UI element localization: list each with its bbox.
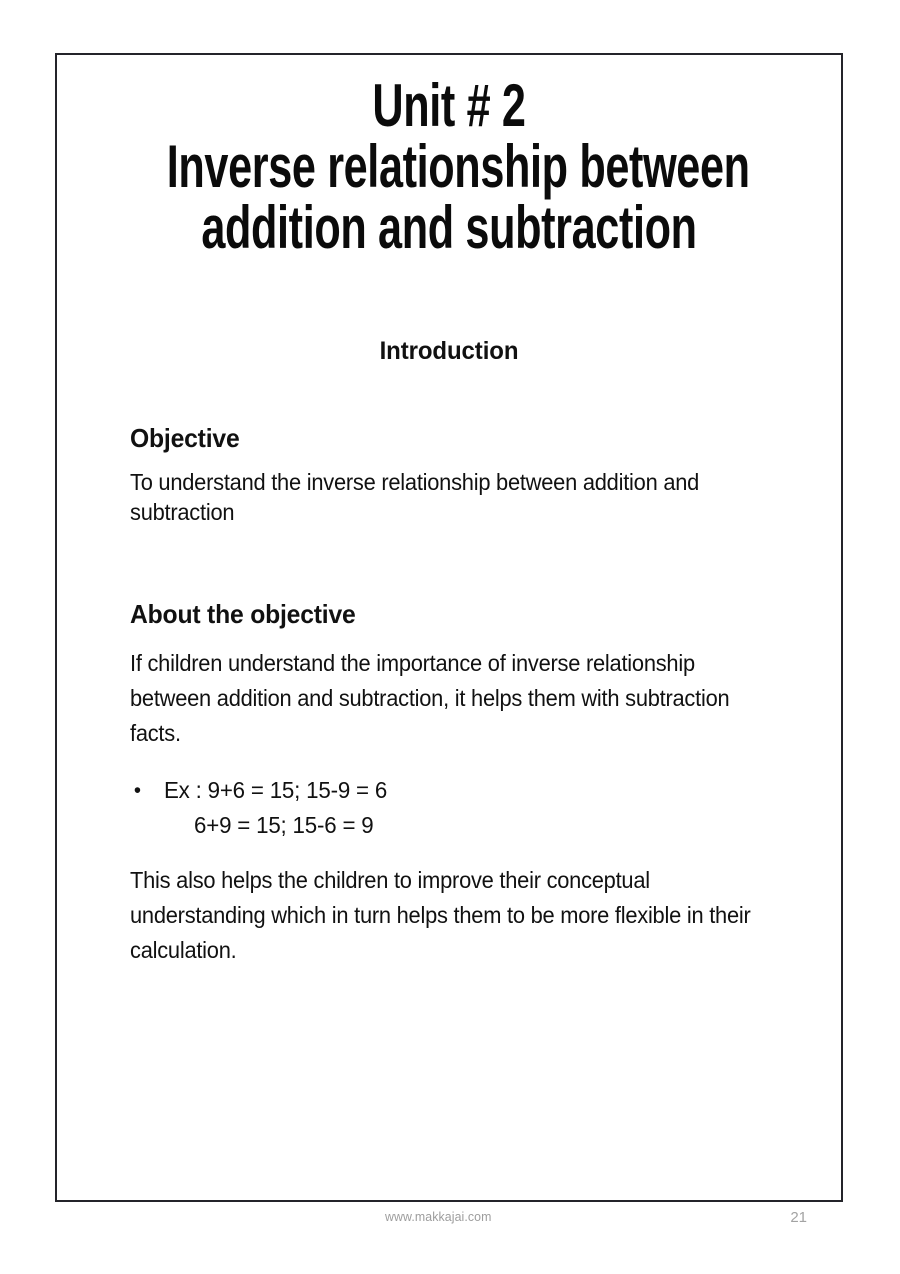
footer-page-number: 21 <box>790 1209 807 1226</box>
closing-paragraph: This also helps the children to improve their conceptual understanding which in turn helps them to be more flexible in their calculation. <box>130 867 751 963</box>
about-the-objective-paragraph: If children understand the importance of inverse relationship between addition and subtraction, it helps them with subtraction facts. <box>130 650 730 746</box>
bullet-marker-icon: • <box>133 779 141 802</box>
title-line-secondary: addition and subtraction <box>201 193 697 261</box>
about-the-objective-heading: About the objective <box>130 599 356 629</box>
page-footer <box>55 1209 843 1237</box>
document-title <box>57 72 841 261</box>
title-line-unit: Unit # 2 <box>372 72 526 139</box>
content-column <box>130 423 762 968</box>
objective-paragraph: To understand the inverse relationship between addition and subtraction <box>130 469 700 525</box>
footer-site-url[interactable]: www.makkajai.com <box>385 1209 492 1224</box>
objective-heading: Objective <box>130 423 240 453</box>
title-line-primary: Inverse relationship between <box>166 132 750 200</box>
example-equation-line-2: 6+9 = 15; 15-6 = 9 <box>194 812 374 838</box>
page-sheet <box>55 53 843 1202</box>
example-equation-line-1: Ex : 9+6 = 15; 15-9 = 6 <box>163 777 388 803</box>
introduction-heading: Introduction <box>379 337 519 365</box>
example-bullet-item <box>130 773 743 843</box>
